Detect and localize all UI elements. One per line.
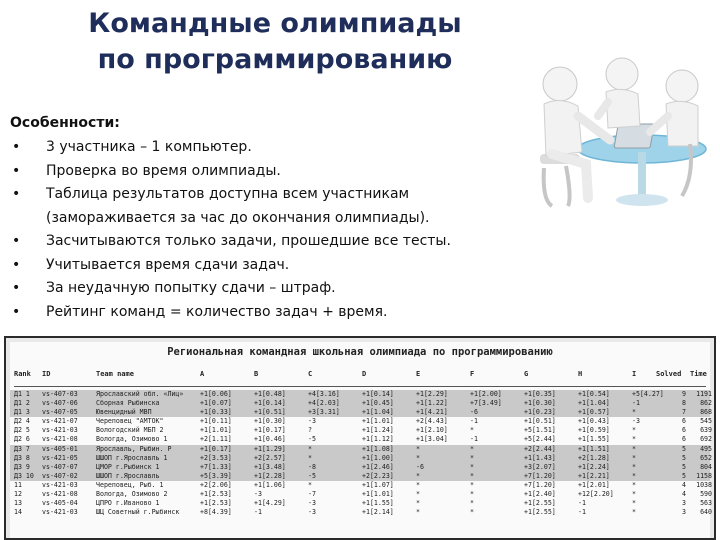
cell-problem-f: *: [470, 453, 474, 462]
cell-problem-c: -5: [308, 435, 316, 444]
cell-problem-d: +1[1.07]: [362, 480, 394, 489]
cell-problem-c: -3: [308, 499, 316, 508]
cell-problem-h: +1[2.24]: [578, 462, 610, 471]
cell-solved: 5: [682, 453, 686, 462]
bullet-marker: •: [12, 162, 21, 179]
table-row: [10, 472, 710, 481]
header-problem-e: E: [416, 370, 421, 378]
header-problem-c: C: [308, 370, 313, 378]
table-row: [10, 426, 710, 435]
bullet-item: [10, 230, 530, 254]
cell-problem-d: +1[1.04]: [362, 408, 394, 417]
cell-id: vs-421-08: [42, 490, 78, 499]
cell-problem-g: +1[2.55]: [524, 508, 556, 517]
results-table-header: [10, 370, 710, 382]
cell-problem-i: -1: [632, 399, 640, 408]
cell-time: 563: [700, 499, 712, 508]
table-row: [10, 490, 710, 499]
cell-problem-d: +2[2.23]: [362, 471, 394, 480]
cell-problem-i: *: [632, 508, 636, 517]
table-row: [10, 399, 710, 408]
cell-team-name: ШШОП г.Ярославль: [96, 471, 160, 480]
header-problem-h: H: [578, 370, 583, 378]
bullet-text: Проверка во время олимпиады.: [46, 162, 281, 179]
cell-problem-a: +2[2.06]: [200, 480, 232, 489]
table-row: [10, 454, 710, 463]
cell-problem-c: -3: [308, 417, 316, 426]
cell-id: vs-407-03: [42, 390, 78, 398]
cell-rank: Д1 1: [14, 390, 30, 398]
cell-team-name: Ярославль, Рыбин. Р: [96, 444, 172, 453]
cell-problem-c: *: [308, 444, 312, 453]
cell-problem-c: +4[2.03]: [308, 399, 340, 408]
cell-problem-i: *: [632, 490, 636, 499]
cell-problem-f: *: [470, 508, 474, 517]
cell-solved: 6: [682, 417, 686, 426]
bullet-item: [10, 160, 530, 184]
cell-problem-b: +1[3.48]: [254, 462, 286, 471]
cell-id: vs-421-03: [42, 508, 78, 517]
cell-rank: Д2 4: [14, 417, 30, 426]
cell-problem-e: *: [416, 480, 420, 489]
bullet-item: [10, 277, 530, 301]
cell-problem-g: +1[2.40]: [524, 490, 556, 499]
cell-problem-e: +1[2.10]: [416, 426, 448, 435]
cell-problem-e: *: [416, 508, 420, 517]
cell-problem-h: +1[0.59]: [578, 426, 610, 435]
cell-problem-a: +1[2.53]: [200, 499, 232, 508]
table-row: [10, 390, 710, 399]
cell-problem-a: +1[0.07]: [200, 399, 232, 408]
cell-id: vs-405-04: [42, 499, 78, 508]
cell-time: 590: [700, 490, 712, 499]
header-problem-g: G: [524, 370, 529, 378]
bullet-item: [10, 301, 530, 325]
cell-problem-a: +1[1.01]: [200, 426, 232, 435]
cell-solved: 3: [682, 499, 686, 508]
header-solved: Solved: [656, 370, 682, 378]
cell-problem-d: +1[1.08]: [362, 444, 394, 453]
bullet-marker: •: [12, 303, 21, 320]
cell-problem-g: +1[0.23]: [524, 408, 556, 417]
cell-problem-g: +1[0.35]: [524, 390, 556, 398]
bullet-text: 3 участника – 1 компьютер.: [46, 139, 252, 155]
cell-problem-g: +7[1.20]: [524, 480, 556, 489]
cell-time: 545: [700, 417, 712, 426]
cell-problem-a: +8[4.39]: [200, 508, 232, 517]
table-row: [10, 481, 710, 490]
cell-id: vs-421-03: [42, 426, 78, 435]
cell-problem-h: +1[1.51]: [578, 444, 610, 453]
cell-time: 862: [700, 399, 712, 408]
header-id: ID: [42, 370, 51, 378]
cell-solved: 6: [682, 426, 686, 435]
cell-id: vs-405-01: [42, 444, 78, 453]
cell-problem-d: +1[2.14]: [362, 508, 394, 517]
cell-time: 692: [700, 435, 712, 444]
bullet-marker: •: [12, 186, 21, 202]
cell-problem-g: +1[1.43]: [524, 453, 556, 462]
cell-problem-f: *: [470, 444, 474, 453]
cell-problem-a: +1[0.17]: [200, 444, 232, 453]
cell-solved: 5: [682, 444, 686, 453]
cell-problem-c: -7: [308, 490, 316, 499]
cell-solved: 9: [682, 390, 686, 398]
cell-problem-b: +2[2.57]: [254, 453, 286, 462]
results-table: [10, 342, 710, 538]
bullet-marker: •: [12, 280, 21, 296]
cell-problem-g: +7[1.20]: [524, 471, 556, 480]
cell-id: vs-421-07: [42, 417, 78, 426]
cell-problem-g: +5[1.51]: [524, 426, 556, 435]
header-problem-b: B: [254, 370, 259, 378]
cell-time: 1158: [696, 471, 712, 480]
cell-problem-f: +1[2.00]: [470, 390, 502, 398]
cell-solved: 5: [682, 471, 686, 480]
cell-problem-b: +1[0.46]: [254, 435, 286, 444]
three-people-at-laptop-table-icon: [522, 46, 712, 216]
cell-solved: 4: [682, 490, 686, 499]
header-time: Time: [690, 370, 707, 378]
cell-problem-h: +2[1.28]: [578, 453, 610, 462]
header-problem-d: D: [362, 370, 367, 378]
cell-id: vs-407-07: [42, 462, 78, 471]
title-line-1: Командные олимпиады: [88, 8, 462, 39]
cell-problem-b: +1[1.29]: [254, 444, 286, 453]
cell-problem-e: +2[4.43]: [416, 417, 448, 426]
cell-team-name: Ювенцидный МВП: [96, 408, 152, 417]
cell-problem-f: *: [470, 471, 474, 480]
cell-problem-e: +1[3.04]: [416, 435, 448, 444]
cell-problem-b: +1[2.28]: [254, 471, 286, 480]
header-team-name: Team name: [96, 370, 134, 378]
cell-problem-c: -3: [308, 508, 316, 517]
cell-problem-f: -1: [470, 435, 478, 444]
cell-problem-e: *: [416, 444, 420, 453]
cell-team-name: Вологда, Озимово 2: [96, 490, 168, 499]
cell-problem-e: *: [416, 490, 420, 499]
cell-rank: Д1 3: [14, 408, 30, 417]
cell-team-name: Череповец "АМТОК": [96, 417, 164, 426]
features-heading: Особенности:: [10, 115, 120, 131]
cell-problem-a: +2[1.11]: [200, 435, 232, 444]
cell-problem-i: *: [632, 480, 636, 489]
cell-problem-c: ?: [308, 426, 312, 435]
cell-team-name: ШШОП г.Ярославль 1: [96, 453, 168, 462]
cell-problem-i: *: [632, 453, 636, 462]
bullet-text: Рейтинг команд = количество задач + время.: [46, 303, 388, 320]
cell-problem-c: -5: [308, 471, 316, 480]
cell-problem-b: +1[0.17]: [254, 426, 286, 435]
cell-problem-f: -6: [470, 408, 478, 417]
cell-problem-d: +1[1.01]: [362, 417, 394, 426]
cell-problem-f: *: [470, 490, 474, 499]
cell-problem-h: +1[0.54]: [578, 390, 610, 398]
cell-problem-h: +12[2.20]: [578, 490, 614, 499]
cell-problem-g: +3[2.07]: [524, 462, 556, 471]
cell-problem-h: +1[0.57]: [578, 408, 610, 417]
cell-problem-h: +1[2.21]: [578, 471, 610, 480]
cell-team-name: ШЦ Советный г.Рыбинск: [96, 508, 180, 517]
cell-problem-b: -3: [254, 490, 262, 499]
slide-title: [40, 6, 510, 78]
cell-problem-a: +2[3.53]: [200, 453, 232, 462]
cell-time: 868: [700, 408, 712, 417]
cell-id: vs-421-05: [42, 453, 78, 462]
header-problem-f: F: [470, 370, 475, 378]
cell-problem-i: *: [632, 499, 636, 508]
bullet-continuation: (замораживается за час до окончания олимпиады).: [46, 209, 430, 226]
cell-time: 1191: [696, 390, 712, 398]
header-problem-i: I: [632, 370, 637, 378]
cell-rank: Д2 6: [14, 435, 30, 444]
cell-problem-a: +1[0.11]: [200, 417, 232, 426]
header-rank: Rank: [14, 370, 31, 378]
bullet-text: За неудачную попытку сдачи – штраф.: [46, 280, 336, 296]
cell-id: vs-407-02: [42, 471, 78, 480]
table-row: [10, 445, 710, 454]
bullet-text: Таблица результатов доступна всем участникам: [46, 186, 410, 202]
cell-time: 1038: [696, 480, 712, 489]
cell-problem-f: *: [470, 426, 474, 435]
cell-problem-d: +1[1.55]: [362, 499, 394, 508]
cell-problem-e: *: [416, 499, 420, 508]
cell-rank: Д3 7: [14, 444, 30, 453]
cell-problem-f: *: [470, 499, 474, 508]
cell-problem-d: +1[1.24]: [362, 426, 394, 435]
bullet-item: [10, 183, 530, 230]
cell-problem-b: +1[0.14]: [254, 399, 286, 408]
table-row: [10, 463, 710, 472]
cell-time: 652: [700, 453, 712, 462]
cell-problem-h: +1[2.01]: [578, 480, 610, 489]
bullet-marker: •: [12, 139, 21, 155]
cell-problem-b: +1[0.30]: [254, 417, 286, 426]
cell-solved: 5: [682, 462, 686, 471]
table-row: [10, 435, 710, 444]
table-row: [10, 508, 710, 517]
cell-problem-c: *: [308, 480, 312, 489]
cell-team-name: Сборная Рыбинска: [96, 399, 160, 408]
features-block: [10, 112, 530, 324]
cell-team-name: Череповец, Рыб. 1: [96, 480, 164, 489]
cell-problem-i: *: [632, 435, 636, 444]
cell-solved: 8: [682, 399, 686, 408]
cell-time: 495: [700, 444, 712, 453]
title-line-2: по программированию: [97, 44, 453, 75]
cell-time: 639: [700, 426, 712, 435]
cell-rank: Д3 9: [14, 462, 30, 471]
cell-rank: 11: [14, 480, 22, 489]
cell-rank: 14: [14, 508, 22, 517]
results-table-title: Региональная командная школьная олимпиада по программированию: [167, 346, 553, 358]
cell-problem-a: +1[0.33]: [200, 408, 232, 417]
cell-solved: 7: [682, 408, 686, 417]
cell-problem-d: +1[2.46]: [362, 462, 394, 471]
cell-team-name: Вологда, Озимово 1: [96, 435, 168, 444]
cell-problem-e: *: [416, 471, 420, 480]
cell-id: vs-407-06: [42, 399, 78, 408]
cell-problem-a: +1[2.53]: [200, 490, 232, 499]
cell-problem-e: +1[1.22]: [416, 399, 448, 408]
cell-problem-b: -1: [254, 508, 262, 517]
table-row: [10, 408, 710, 417]
results-table-screenshot: [4, 336, 716, 540]
header-divider: [14, 386, 706, 387]
cell-problem-b: +1[1.06]: [254, 480, 286, 489]
cell-id: vs-421-03: [42, 480, 78, 489]
cell-time: 640: [700, 508, 712, 517]
header-problem-a: A: [200, 370, 205, 378]
cell-problem-g: +1[0.51]: [524, 417, 556, 426]
cell-problem-c: +4[3.16]: [308, 390, 340, 398]
cell-problem-b: +1[0.48]: [254, 390, 286, 398]
cell-problem-b: +1[4.29]: [254, 499, 286, 508]
cell-rank: Д3 8: [14, 453, 30, 462]
cell-problem-h: -1: [578, 499, 586, 508]
cell-problem-d: +1[1.12]: [362, 435, 394, 444]
cell-problem-h: +1[1.55]: [578, 435, 610, 444]
results-table-rows: [10, 390, 710, 517]
cell-problem-c: *: [308, 453, 312, 462]
cell-problem-c: +3[3.31]: [308, 408, 340, 417]
cell-team-name: Ярославский обл. «Лиц»: [96, 390, 184, 398]
cell-problem-e: *: [416, 453, 420, 462]
cell-problem-f: +7[3.49]: [470, 399, 502, 408]
cell-problem-d: +1[1.01]: [362, 490, 394, 499]
cell-rank: Д2 5: [14, 426, 30, 435]
cell-solved: 3: [682, 508, 686, 517]
cell-problem-i: *: [632, 426, 636, 435]
features-list: [10, 136, 530, 324]
cell-problem-i: -3: [632, 417, 640, 426]
cell-problem-h: +1[1.04]: [578, 399, 610, 408]
cell-team-name: ЦМОР г.Рыбинск 1: [96, 462, 160, 471]
cell-problem-a: +1[0.06]: [200, 390, 232, 398]
cell-rank: 12: [14, 490, 22, 499]
cell-problem-f: -1: [470, 417, 478, 426]
cell-team-name: Вологодский МБП 2: [96, 426, 164, 435]
cell-problem-d: +1[0.14]: [362, 390, 394, 398]
cell-problem-d: +1[1.00]: [362, 453, 394, 462]
bullet-text: Учитывается время сдачи задач.: [46, 256, 290, 273]
table-row: [10, 499, 710, 508]
cell-problem-g: +5[2.44]: [524, 435, 556, 444]
cell-problem-d: +1[0.45]: [362, 399, 394, 408]
cell-problem-a: +5[3.39]: [200, 471, 232, 480]
bullet-marker: •: [12, 233, 21, 249]
cell-id: vs-421-08: [42, 435, 78, 444]
cell-team-name: ЦПРО г.Иваново 1: [96, 499, 160, 508]
cell-problem-i: *: [632, 408, 636, 417]
cell-id: vs-407-05: [42, 408, 78, 417]
cell-problem-e: +1[4.21]: [416, 408, 448, 417]
cell-problem-a: +7[1.33]: [200, 462, 232, 471]
cell-problem-e: -6: [416, 462, 424, 471]
table-row: [10, 417, 710, 426]
cell-problem-i: +5[4.27]: [632, 390, 664, 398]
cell-problem-h: +1[0.43]: [578, 417, 610, 426]
cell-problem-g: +1[2.55]: [524, 499, 556, 508]
cell-problem-e: +1[2.29]: [416, 390, 448, 398]
cell-problem-h: -1: [578, 508, 586, 517]
cell-problem-f: *: [470, 480, 474, 489]
cell-problem-f: *: [470, 462, 474, 471]
cell-rank: Д3 10: [14, 471, 34, 480]
cell-problem-b: +1[0.51]: [254, 408, 286, 417]
cell-problem-i: *: [632, 462, 636, 471]
cell-problem-g: +2[2.44]: [524, 444, 556, 453]
cell-problem-i: *: [632, 444, 636, 453]
cell-problem-g: +1[0.30]: [524, 399, 556, 408]
cell-problem-c: -8: [308, 462, 316, 471]
cell-solved: 4: [682, 480, 686, 489]
cell-time: 804: [700, 462, 712, 471]
cell-problem-i: *: [632, 471, 636, 480]
bullet-item: [10, 254, 530, 278]
cell-rank: 13: [14, 499, 22, 508]
cell-rank: Д1 2: [14, 399, 30, 408]
bullet-text: Засчитываются только задачи, прошедшие все тесты.: [46, 233, 451, 249]
cell-solved: 6: [682, 435, 686, 444]
bullet-item: [10, 136, 530, 160]
bullet-marker: •: [12, 256, 21, 273]
